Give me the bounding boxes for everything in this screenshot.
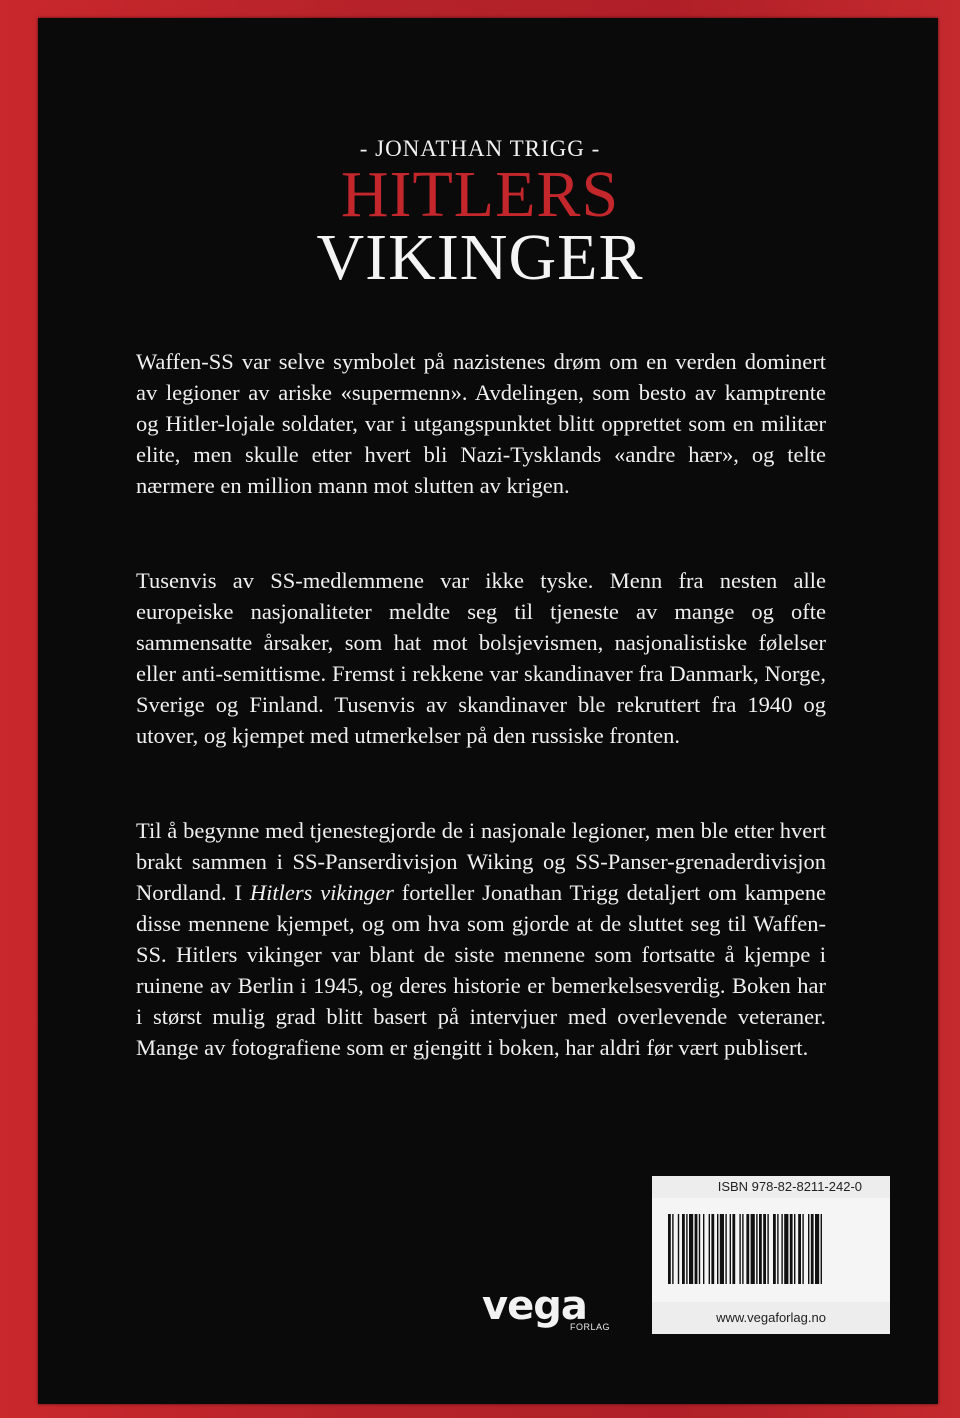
- barcode-bar: [678, 1214, 679, 1284]
- barcode-bar: [794, 1214, 795, 1284]
- publisher-logo-word: vega: [482, 1283, 587, 1329]
- barcode-bar: [808, 1214, 809, 1284]
- publisher-url: www.vegaforlag.no: [652, 1302, 890, 1334]
- barcode-bar: [777, 1214, 778, 1284]
- barcode-bar: [746, 1214, 749, 1284]
- barcode-bar: [689, 1214, 693, 1284]
- barcode-bar: [711, 1214, 714, 1284]
- barcode-bar: [784, 1214, 788, 1284]
- barcode-bar: [672, 1214, 673, 1284]
- barcode-box: [652, 1198, 890, 1302]
- barcode-bar: [686, 1214, 687, 1284]
- isbn-label: [652, 1176, 890, 1198]
- barcode-bar: [781, 1214, 782, 1284]
- book-title-italic: Hitlers vikinger: [249, 880, 394, 905]
- barcode-bar: [730, 1214, 731, 1284]
- barcode-bar: [763, 1214, 766, 1284]
- title-line-2: VIKINGER: [316, 221, 644, 294]
- barcode-bar: [668, 1214, 671, 1284]
- isbn-text: ISBN 978-82-8211-242-0: [717, 1179, 862, 1194]
- barcode-bar: [720, 1214, 724, 1284]
- blurb-paragraph-3-end: forteller Jonathan Trigg detaljert om kampene disse mennene kjempet, og om hva som gjorde at de sluttet seg til Waffen-SS. Hitlers vikinger var blant de siste mennene som fortsatte å kjempe i ruinene av Berlin i 1945, og deres historie er bemerkelsesverdig. Boken har i størst mulig grad blitt basert på intervjuer med overlevende veteraner. Mange av fotografiene som er gjengitt i boken, har aldri før vært publisert.: [136, 880, 826, 1060]
- blurb-paragraph-2: Tusenvis av SS-medlemmene var ikke tyske. Menn fra nesten alle europeiske nasjonaliteter meldte seg til tjeneste av mange og ofte sammensatte årsaker, som hat mot bolsjevismen, nasjonalistiske følelser eller anti-semittisme. Fremst i rekkene var skandinaver fra Danmark, Norge, Sverige og Finland. Tusenvis av skandinaver ble rekruttert fra 1940 og utover, og kjempet med utmerkelser på den russiske fronten.: [136, 568, 826, 748]
- author-name: - JONATHAN TRIGG -: [359, 136, 601, 161]
- barcode-bar: [811, 1214, 814, 1284]
- blurb-paragraph-3-start: Til å begynne med tjenestegjorde de i nasjonale legioner, men ble etter hvert brakt sammen i SS-Panserdivisjon Wiking og SS-Panser-grenaderdivisjon Nordland. I: [136, 818, 826, 905]
- barcode-bar: [695, 1214, 698, 1284]
- blurb-paragraph-1: Waffen-SS var selve symbolet på nazistenes drøm om en verden dominert av legioner av ariske «supermenn». Avdelingen, som besto av kamptrente og Hitler-lojale soldater, var i utgangspunktet blitt opprettet som en militær elite, men skulle etter hvert bli Nazi-Tysklands «andre hær», og telte nærmere en million mann mot slutten av krigen.: [136, 349, 826, 498]
- barcode-bar: [767, 1214, 768, 1284]
- barcode-bar: [682, 1214, 685, 1284]
- barcode-bar: [790, 1214, 793, 1284]
- barcode-bar: [815, 1214, 819, 1284]
- barcode-bar: [742, 1214, 743, 1284]
- barcode-bar: [756, 1214, 757, 1284]
- barcode-bar: [725, 1214, 726, 1284]
- barcode-bar: [821, 1214, 822, 1284]
- barcode-bar: [798, 1214, 801, 1284]
- publisher-logo-sub: FORLAG: [570, 1322, 611, 1332]
- blurb-paragraph-3: [136, 815, 826, 1063]
- title-line-1: HITLERS: [340, 158, 620, 231]
- barcode-bar: [739, 1214, 740, 1284]
- barcode-bar: [717, 1214, 718, 1284]
- barcode-bar: [759, 1214, 762, 1284]
- publisher-logo: [482, 1283, 622, 1346]
- barcode-bar: [802, 1214, 803, 1284]
- barcode-bar: [732, 1214, 735, 1284]
- barcode-bar: [773, 1214, 776, 1284]
- barcode-bar: [703, 1214, 704, 1284]
- barcode-bar: [699, 1214, 700, 1284]
- barcode-bar: [709, 1214, 710, 1284]
- barcode-icon: [668, 1214, 876, 1284]
- barcode-bar: [751, 1214, 755, 1284]
